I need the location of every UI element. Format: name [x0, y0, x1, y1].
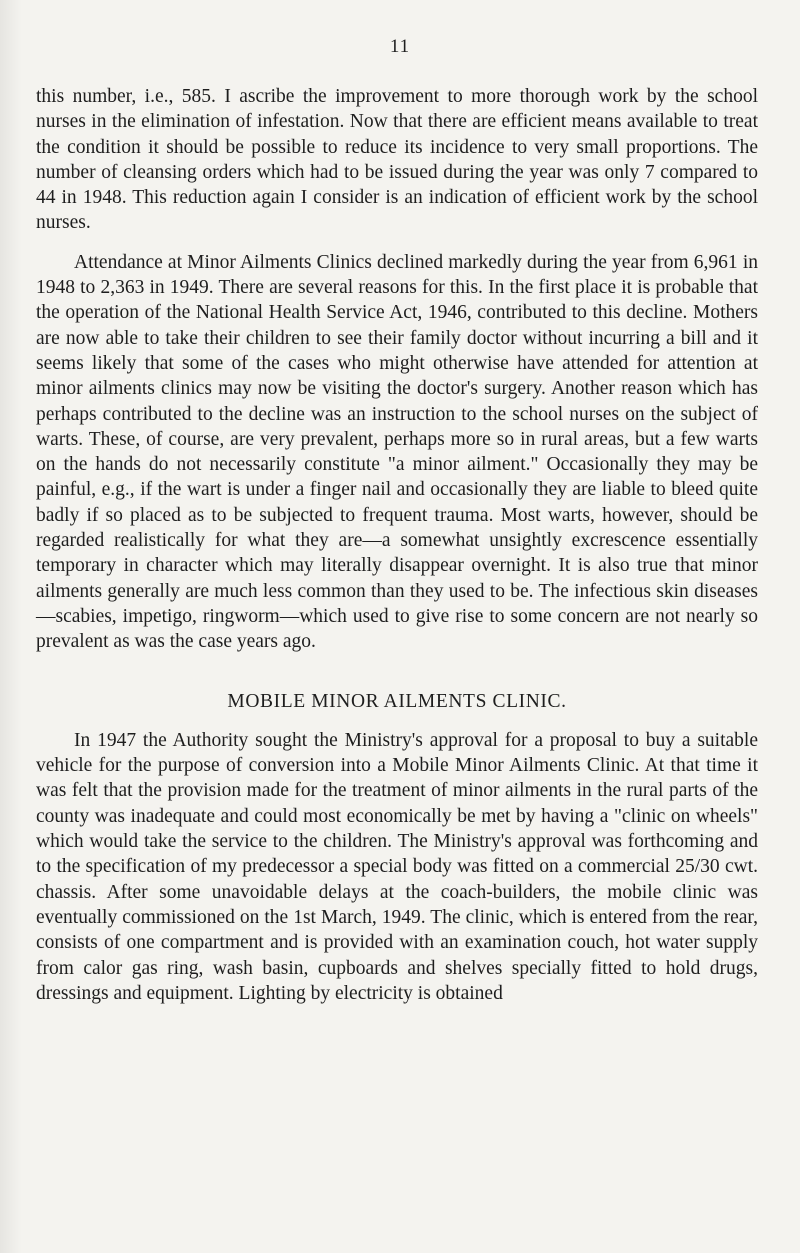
body-text	[36, 84, 758, 1006]
paragraph-minor-ailments-attendance: Attendance at Minor Ailments Clinics declined markedly during the year from 6,961 in 1948 to 2,363 in 1949. There are several reasons for this. In the first place it is probable that the operation of the National Health Service Act, 1946, contributed to this decline. Mothers are now able to take their children to see their family doctor without incurring a bill and it seems likely that some of the cases who might otherwise have attended for attention at minor ailments clinics may now be visiting the doctor's surgery. Another reason which has perhaps contributed to the decline was an instruction to the school nurses on the subject of warts. These, of course, are very prevalent, perhaps more so in rural areas, but a few warts on the hands do not necessarily constitute "a minor ailment." Occasionally they may be painful, e.g., if the wart is under a finger nail and occasionally they are liable to bleed quite badly if so placed as to be subjected to frequent trauma. Most warts, however, should be regarded realistically for what they are—a somewhat unsightly excrescence essentially temporary in character which may literally disappear overnight. It is also true that minor ailments generally are much less common than they used to be. The infectious skin diseases—scabies, impetigo, ringworm—which used to give rise to some concern are not nearly so prevalent as was the case years ago.	[36, 251, 758, 653]
page-number: 11	[389, 36, 411, 57]
page-edge-shadow	[0, 0, 22, 1253]
paragraph-mobile-clinic: In 1947 the Authority sought the Ministry's approval for a proposal to buy a suitable vehicle for the purpose of conversion into a Mobile Minor Ailments Clinic. At that time it was felt that the provision made for the treatment of minor ailments in the rural parts of the county was inadequate and could most economically be met by having a "clinic on wheels" which would take the service to the children. The Ministry's approval was forthcoming and to the specification of my predecessor a special body was fitted on a commercial 25/30 cwt. chassis. After some unavoidable delays at the coach-builders, the mobile clinic was eventually commissioned on the 1st March, 1949. The clinic, which is entered from the rear, consists of one compartment and is provided with an examination couch, hot water supply from calor gas ring, wash basin, cupboards and shelves specially fitted to hold drugs, dressings and equipment. Lighting by electricity is obtained	[36, 729, 758, 1004]
section-heading: MOBILE MINOR AILMENTS CLINIC.	[227, 690, 567, 712]
paragraph-infestation: this number, i.e., 585. I ascribe the improvement to more thorough work by the school nurses in the elimination of infestation. Now that there are efficient means available to treat the condition it should be possible to reduce its incidence to very small proportions. The number of cleansing orders which had to be issued during the year was only 7 compared to 44 in 1948. This reduction again I consider is an indication of efficient work by the school nurses.	[36, 86, 758, 234]
